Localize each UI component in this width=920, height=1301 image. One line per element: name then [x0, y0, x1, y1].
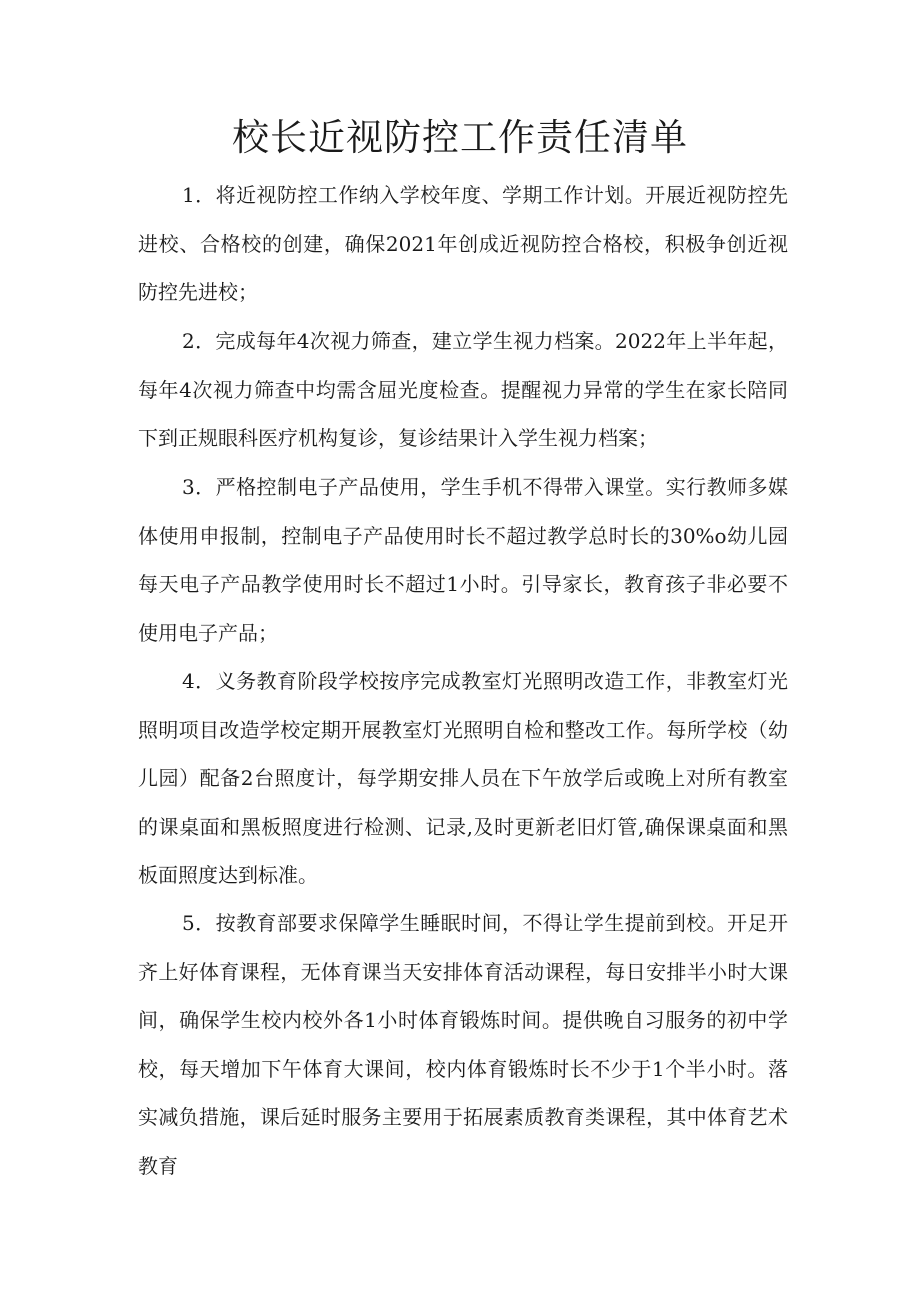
paragraph-item-4: 4．义务教育阶段学校按序完成教室灯光照明改造工作，非教室灯光照明项目改造学校定期开展教室灯光照明自检和整改工作。每所学校（幼儿园）配备2台照度计，每学期安排人员在下午放学后或晚上对所有教室的课桌面和黑板照度进行检测、记录,及时更新老旧灯管,确保课桌面和黑板面照度达到标准。	[138, 669, 788, 887]
paragraph-item-1: 1．将近视防控工作纳入学校年度、学期工作计划。开展近视防控先进校、合格校的创建，确保2021年创成近视防控合格校，积极争创近视防控先进校；	[138, 183, 788, 304]
paragraph-item-5: 5．按教育部要求保障学生睡眠时间，不得让学生提前到校。开足开齐上好体育课程，无体育课当天安排体育活动课程，每日安排半小时大课间，确保学生校内校外各1小时体育锻炼时间。提供晚自习服务的初中学校，每天增加下午体育大课间，校内体育锻炼时长不少于1个半小时。落实减负措施，课后延时服务主要用于拓展素质教育类课程，其中体育艺术教育	[138, 911, 788, 1178]
paragraph-item-2: 2．完成每年4次视力筛查，建立学生视力档案。2022年上半年起，每年4次视力筛查中均需含屈光度检查。提醒视力异常的学生在家长陪同下到正规眼科医疗机构复诊，复诊结果计入学生视力档案；	[138, 329, 788, 450]
document-title: 校长近视防控工作责任清单	[232, 116, 688, 159]
paragraph-item-3: 3．严格控制电子产品使用，学生手机不得带入课堂。实行教师多媒体使用申报制，控制电子产品使用时长不超过教学总时长的30%o幼儿园每天电子产品教学使用时长不超过1小时。引导家长，教育孩子非必要不使用电子产品；	[138, 475, 788, 645]
